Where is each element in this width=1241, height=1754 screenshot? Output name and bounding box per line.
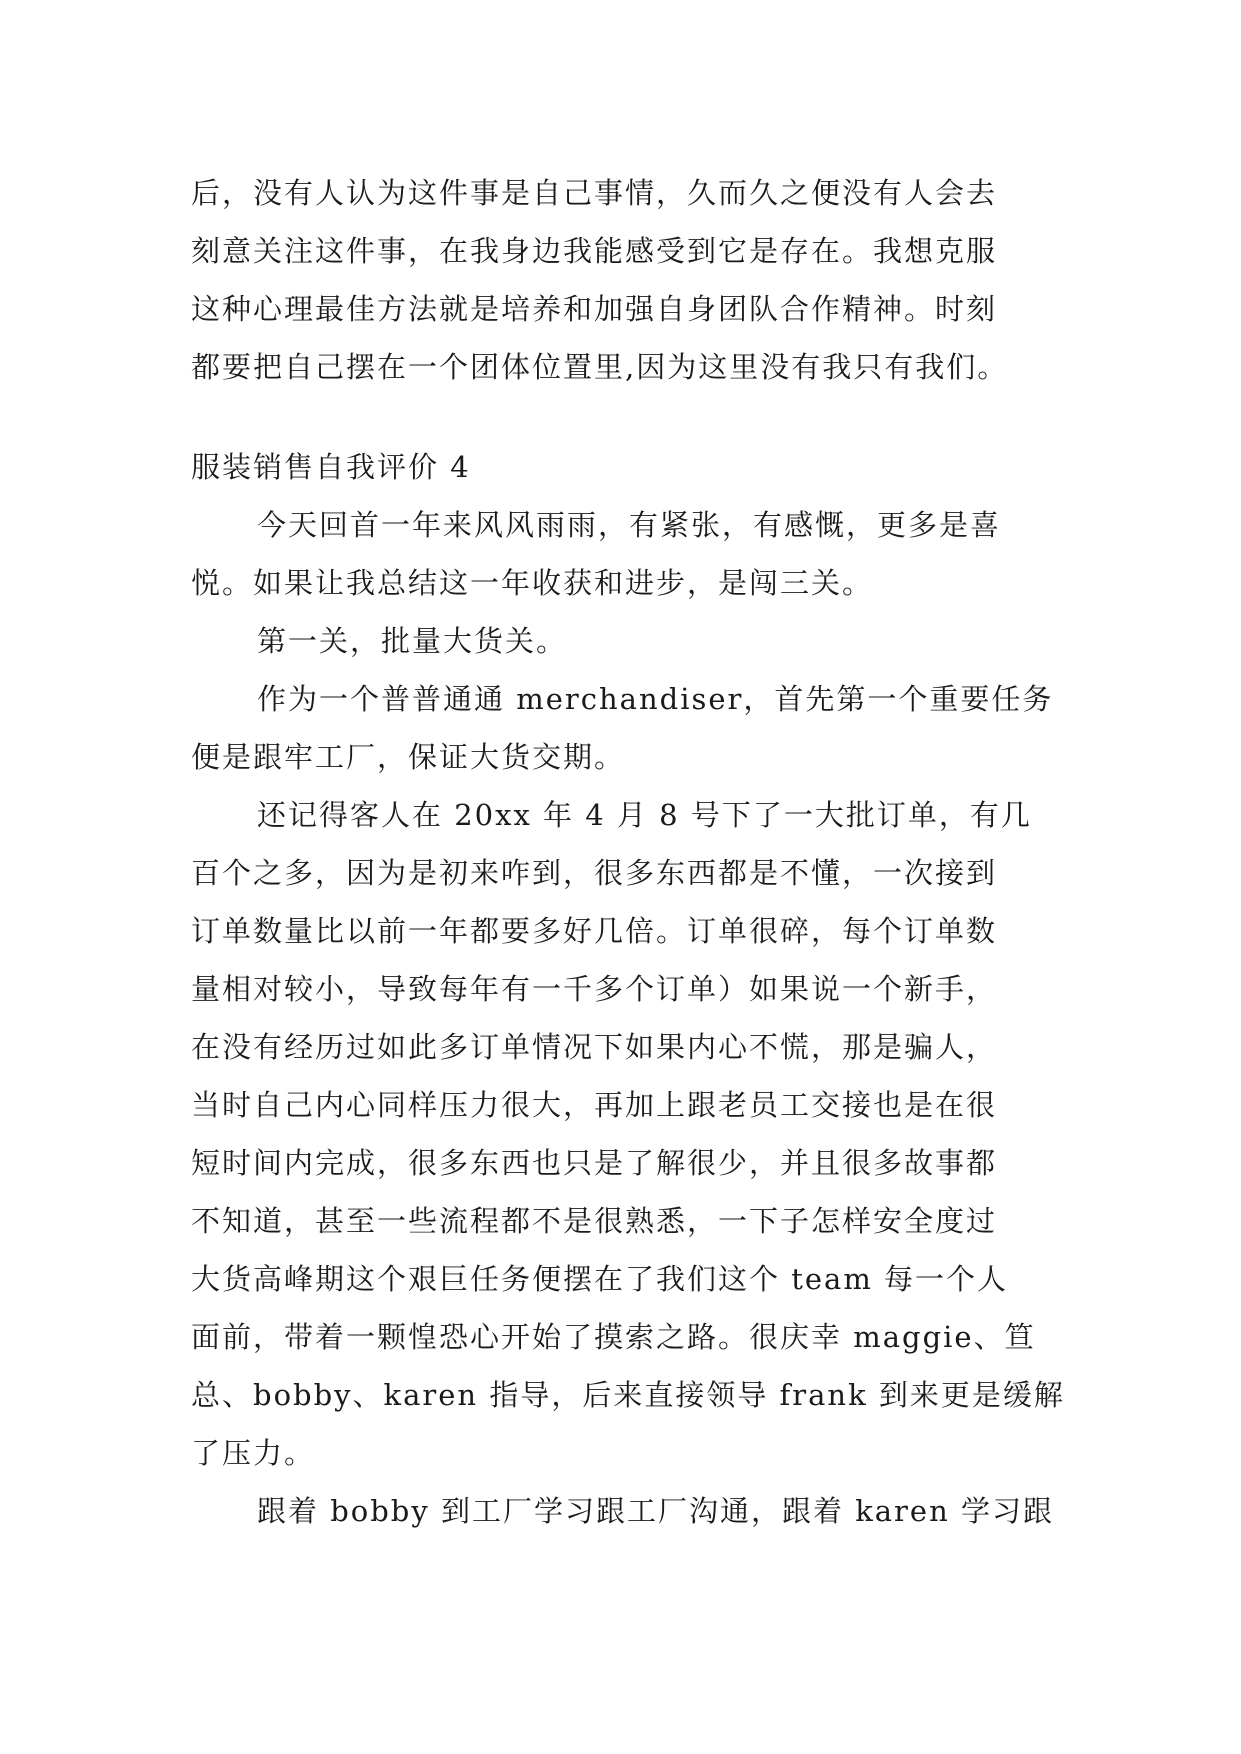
- text-line: 便是跟牢工厂，保证大货交期。: [191, 740, 626, 774]
- text-line: 总、bobby、karen 指导，后来直接领导 frank 到来更是缓解: [191, 1378, 1065, 1412]
- text-line: 订单数量比以前一年都要多好几倍。订单很碎，每个订单数: [191, 914, 998, 948]
- text-line: 后，没有人认为这件事是自己事情，久而久之便没有人会去: [191, 176, 998, 210]
- paragraph-5: [191, 1482, 1066, 1540]
- text-line: 不知道，甚至一些流程都不是很熟悉，一下子怎样安全度过: [191, 1204, 998, 1238]
- text-line: 这种心理最佳方法就是培养和加强自身团队合作精神。时刻: [191, 292, 998, 326]
- text-line: 第一关，批量大货关。: [257, 624, 568, 658]
- text-line: 还记得客人在 20xx 年 4 月 8 号下了一大批订单，有几: [257, 798, 1032, 832]
- section-heading: 服装销售自我评价 4: [191, 450, 471, 484]
- paragraph-1: [191, 496, 1066, 612]
- text-line: 短时间内完成，很多东西也只是了解很少，并且很多故事都: [191, 1146, 998, 1180]
- text-line: 在没有经历过如此多订单情况下如果内心不慌，那是骗人，: [191, 1030, 998, 1064]
- text-line: 刻意关注这件事，在我身边我能感受到它是存在。我想克服: [191, 234, 998, 268]
- text-line: 百个之多，因为是初来咋到，很多东西都是不懂，一次接到: [191, 856, 998, 890]
- document-body: [191, 164, 1066, 1540]
- text-line: 当时自己内心同样压力很大，再加上跟老员工交接也是在很: [191, 1088, 998, 1122]
- paragraph-2: [191, 612, 1066, 670]
- text-line: 今天回首一年来风风雨雨，有紧张，有感慨，更多是喜: [257, 508, 1002, 542]
- text-line: 了压力。: [191, 1436, 316, 1470]
- text-line: 作为一个普普通通 merchandiser，首先第一个重要任务: [257, 682, 1054, 716]
- text-line: 量相对较小，导致每年有一千多个订单）如果说一个新手，: [191, 972, 998, 1006]
- paragraph-3: [191, 670, 1066, 786]
- opening-paragraph: [191, 164, 1066, 396]
- text-line: 悦。如果让我总结这一年收获和进步，是闯三关。: [191, 566, 874, 600]
- text-line: 都要把自己摆在一个团体位置里,因为这里没有我只有我们。: [191, 350, 1009, 384]
- paragraph-4: [191, 786, 1066, 1482]
- text-line: 面前，带着一颗惶恐心开始了摸索之路。很庆幸 maggie、笪: [191, 1320, 1036, 1354]
- text-line: 大货高峰期这个艰巨任务便摆在了我们这个 team 每一个人: [191, 1262, 1009, 1296]
- text-line: 跟着 bobby 到工厂学习跟工厂沟通，跟着 karen 学习跟: [257, 1494, 1054, 1528]
